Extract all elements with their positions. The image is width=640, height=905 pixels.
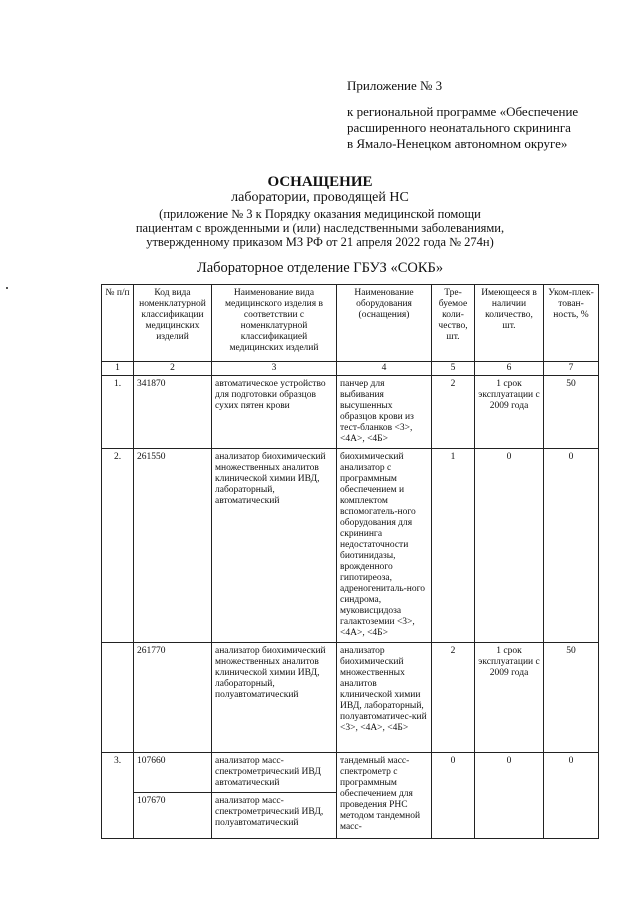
col-num: 5 [432,362,475,376]
appendix-block [347,78,578,152]
appendix-number: Приложение № 3 [347,78,443,93]
table-row [102,376,599,449]
header-equipment: Наименование оборудования (оснащения) [337,285,432,362]
table-row [102,449,599,643]
col-num: 7 [544,362,599,376]
col-num: 6 [475,362,544,376]
row-required: 1 [432,449,475,643]
row-equipment: панчер для выбивания высушенных образцов крови из тест-бланков <3>, <4А>, <4Б> [337,376,432,449]
table-header-row [102,285,599,362]
note-line-1: (приложение № 3 к Порядку оказания медицинской помощи [159,207,481,221]
row-number [102,643,134,753]
header-code: Код вида номенклатурной классификации медицинских изделий [134,285,212,362]
column-number-row [102,362,599,376]
appendix-line-2: расширенного неонатального скрининга [347,120,571,135]
row-available: 0 [475,753,544,839]
row-required: 2 [432,643,475,753]
document-subtitle: лаборатории, проводящей НС [231,190,409,205]
note-line-3: утвержденному приказом МЗ РФ от 21 апреля 2022 года № 274н) [146,235,494,249]
appendix-line-1: к региональной программе «Обеспечение [347,104,579,119]
header-number: № п/п [102,285,134,362]
row-required: 0 [432,753,475,839]
row-completeness: 0 [544,449,599,643]
header-kind: Наименование вида медицинского изделия в соответствии с номенклатурной классификацией медицинских изделий [212,285,337,362]
table-row [102,753,599,793]
row-code: 341870 [134,376,212,449]
row-available: 1 срок эксплуатации с 2009 года [475,643,544,753]
header-required: Тре-буемое коли-чество, шт. [432,285,475,362]
row-completeness: 0 [544,753,599,839]
col-num: 1 [102,362,134,376]
row-code: 107670 [134,793,212,839]
row-kind: анализатор масс-спектрометрический ИВД автоматический [212,753,337,793]
row-equipment: тандемный масс-спектрометр с программным обеспечением для проведения РНС методом тандемной масс- [337,753,432,839]
row-kind: автоматическое устройство для подготовки образцов сухих пятен крови [212,376,337,449]
document-title: ОСНАЩЕНИЕ [267,174,373,190]
row-available: 1 срок эксплуатации с 2009 года [475,376,544,449]
equipment-table [101,284,599,839]
row-code: 261550 [134,449,212,643]
row-kind: анализатор биохимический множественных аналитов клинической химии ИВД, лабораторный, автоматический [212,449,337,643]
note-line-2: пациентам с врожденными и (или) наследственными заболеваниями, [135,221,505,235]
row-kind: анализатор биохимический множественных аналитов клинической химии ИВД, лабораторный, полуавтоматический [212,643,337,753]
row-number: 1. [102,376,134,449]
row-number: 2. [102,449,134,643]
row-completeness: 50 [544,376,599,449]
row-available: 0 [475,449,544,643]
col-num: 4 [337,362,432,376]
row-equipment: анализатор биохимический множественных аналитов клинической химии ИВД, лабораторный, полуавтоматичес-кий <3>, <4А>, <4Б> [337,643,432,753]
scan-speck [6,287,8,289]
appendix-line-3: в Ямало-Ненецком автономном округе» [347,136,568,151]
row-completeness: 50 [544,643,599,753]
row-kind: анализатор масс-спектрометрический ИВД, полуавтоматический [212,793,337,839]
row-code: 107660 [134,753,212,793]
department-title: Лабораторное отделение ГБУЗ «СОКБ» [196,260,444,276]
col-num: 2 [134,362,212,376]
header-available: Имеющееся в наличии количество, шт. [475,285,544,362]
row-code: 261770 [134,643,212,753]
col-num: 3 [212,362,337,376]
document-note [0,207,640,249]
row-equipment: биохимический анализатор с программным обеспечением и комплектом вспомогатель-ного оборудования для скрининга недостаточности биотинидазы, врожденного гипотиреоза, адреногениталь-ного синдрома, муковисцидоза галактоземии <3>, <4А>, <4Б> [337,449,432,643]
table-row [102,643,599,753]
row-required: 2 [432,376,475,449]
row-number: 3. [102,753,134,839]
header-completeness: Уком-плек-тован-ность, % [544,285,599,362]
